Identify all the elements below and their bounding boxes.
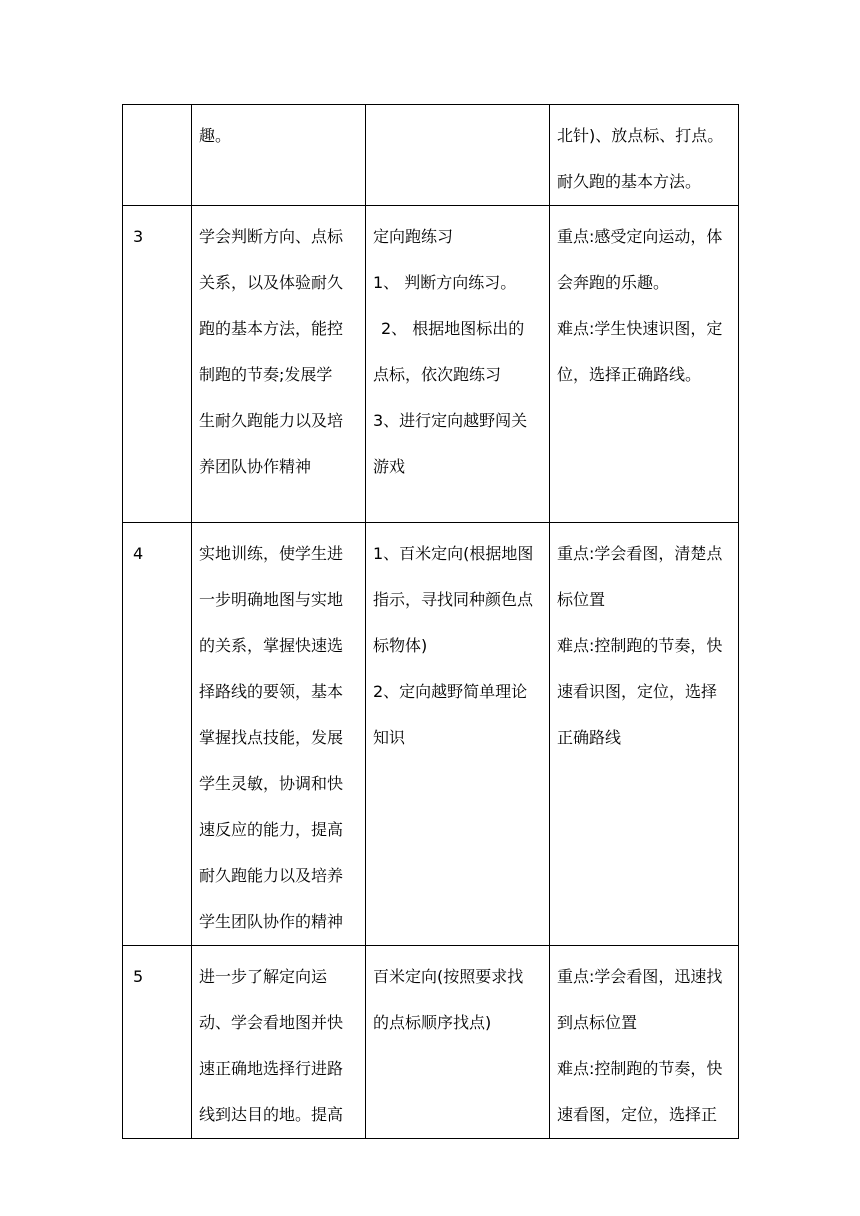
- keypoints-cell: [550, 105, 739, 206]
- objective-line: 速正确地选择行进路: [199, 1059, 344, 1078]
- number-cell: [123, 206, 192, 523]
- content-cell: [366, 206, 550, 523]
- content-cell: [366, 946, 550, 1139]
- number-cell: [123, 946, 192, 1139]
- keypoint-line: 正确路线: [557, 728, 622, 747]
- keypoint-line: 重点:感受定向运动，体: [557, 227, 723, 246]
- content-line: 2、定向越野简单理论: [373, 682, 528, 701]
- objective-line: 掌握找点技能，发展: [199, 728, 344, 747]
- content-line: 点标，依次跑练习: [373, 365, 502, 384]
- keypoint-line: 速看图，定位，选择正: [557, 1105, 718, 1124]
- keypoint-line: 到点标位置: [557, 1013, 638, 1032]
- number-cell: [123, 105, 192, 206]
- row-number: 5: [133, 967, 144, 986]
- table-row: [123, 946, 739, 1139]
- content-line: 1、百米定向(根据地图: [373, 544, 534, 563]
- keypoint-line: 会奔跑的乐趣。: [557, 273, 670, 292]
- content-line: 标物体): [373, 636, 428, 655]
- keypoint-line: 北针)、放点标、打点。: [557, 126, 724, 145]
- objective-cell: [192, 523, 366, 946]
- objective-line: 养团队协作精神: [199, 457, 312, 476]
- objective-line: 速反应的能力，提高: [199, 820, 344, 839]
- content-line: 3、进行定向越野闯关: [373, 411, 528, 430]
- content-line: 游戏: [373, 457, 406, 476]
- keypoints-cell: [550, 523, 739, 946]
- content-line: 指示，寻找同种颜色点: [373, 590, 534, 609]
- objective-line: 实地训练，使学生进: [199, 544, 344, 563]
- objective-cell: [192, 946, 366, 1139]
- content-cell: [366, 523, 550, 946]
- number-cell: [123, 523, 192, 946]
- content-line: 定向跑练习: [373, 227, 454, 246]
- keypoint-line: 速看识图，定位，选择: [557, 682, 718, 701]
- keypoint-line: 难点:控制跑的节奏，快: [557, 636, 723, 655]
- content-line: 的点标顺序找点): [373, 1013, 492, 1032]
- objective-cell: [192, 105, 366, 206]
- keypoints-cell: [550, 946, 739, 1139]
- content-line: 2、 根据地图标出的: [381, 319, 525, 338]
- keypoint-line: 难点:控制跑的节奏，快: [557, 1059, 723, 1078]
- content-line: 知识: [373, 728, 406, 747]
- keypoint-line: 标位置: [557, 590, 606, 609]
- objective-line: 动、学会看地图并快: [199, 1013, 344, 1032]
- content-line: 1、 判断方向练习。: [373, 273, 517, 292]
- keypoints-cell: [550, 206, 739, 523]
- objective-line: 跑的基本方法，能控: [199, 319, 344, 338]
- objective-line: 耐久跑能力以及培养: [199, 866, 344, 885]
- objective-line: 学生团队协作的精神: [199, 912, 344, 931]
- lesson-plan-table: [122, 104, 739, 1139]
- keypoint-line: 重点:学会看图，清楚点: [557, 544, 723, 563]
- keypoint-line: 位，选择正确路线。: [557, 365, 702, 384]
- table-row: [123, 206, 739, 523]
- content-cell: [366, 105, 550, 206]
- row-number: [123, 105, 191, 113]
- objective-line: 的关系，掌握快速选: [199, 636, 344, 655]
- objective-line: 关系，以及体验耐久: [199, 273, 344, 292]
- row-number: 3: [133, 227, 144, 246]
- objective-line: 生耐久跑能力以及培: [199, 411, 344, 430]
- content-line: 百米定向(按照要求找: [373, 967, 524, 986]
- table-row: [123, 523, 739, 946]
- objective-line: 学生灵敏，协调和快: [199, 774, 344, 793]
- objective-line: 趣。: [199, 126, 232, 145]
- objective-line: 学会判断方向、点标: [199, 227, 344, 246]
- objective-line: 择路线的要领，基本: [199, 682, 344, 701]
- row-number: 4: [133, 544, 144, 563]
- keypoint-line: 重点:学会看图，迅速找: [557, 967, 723, 986]
- objective-line: 线到达目的地。提高: [199, 1105, 344, 1124]
- keypoint-line: 耐久跑的基本方法。: [557, 172, 702, 191]
- objective-line: 进一步了解定向运: [199, 967, 328, 986]
- objective-cell: [192, 206, 366, 523]
- table-row: [123, 105, 739, 206]
- objective-line: 制跑的节奏;发展学: [199, 365, 333, 384]
- keypoint-line: 难点:学生快速识图，定: [557, 319, 723, 338]
- objective-line: 一步明确地图与实地: [199, 590, 344, 609]
